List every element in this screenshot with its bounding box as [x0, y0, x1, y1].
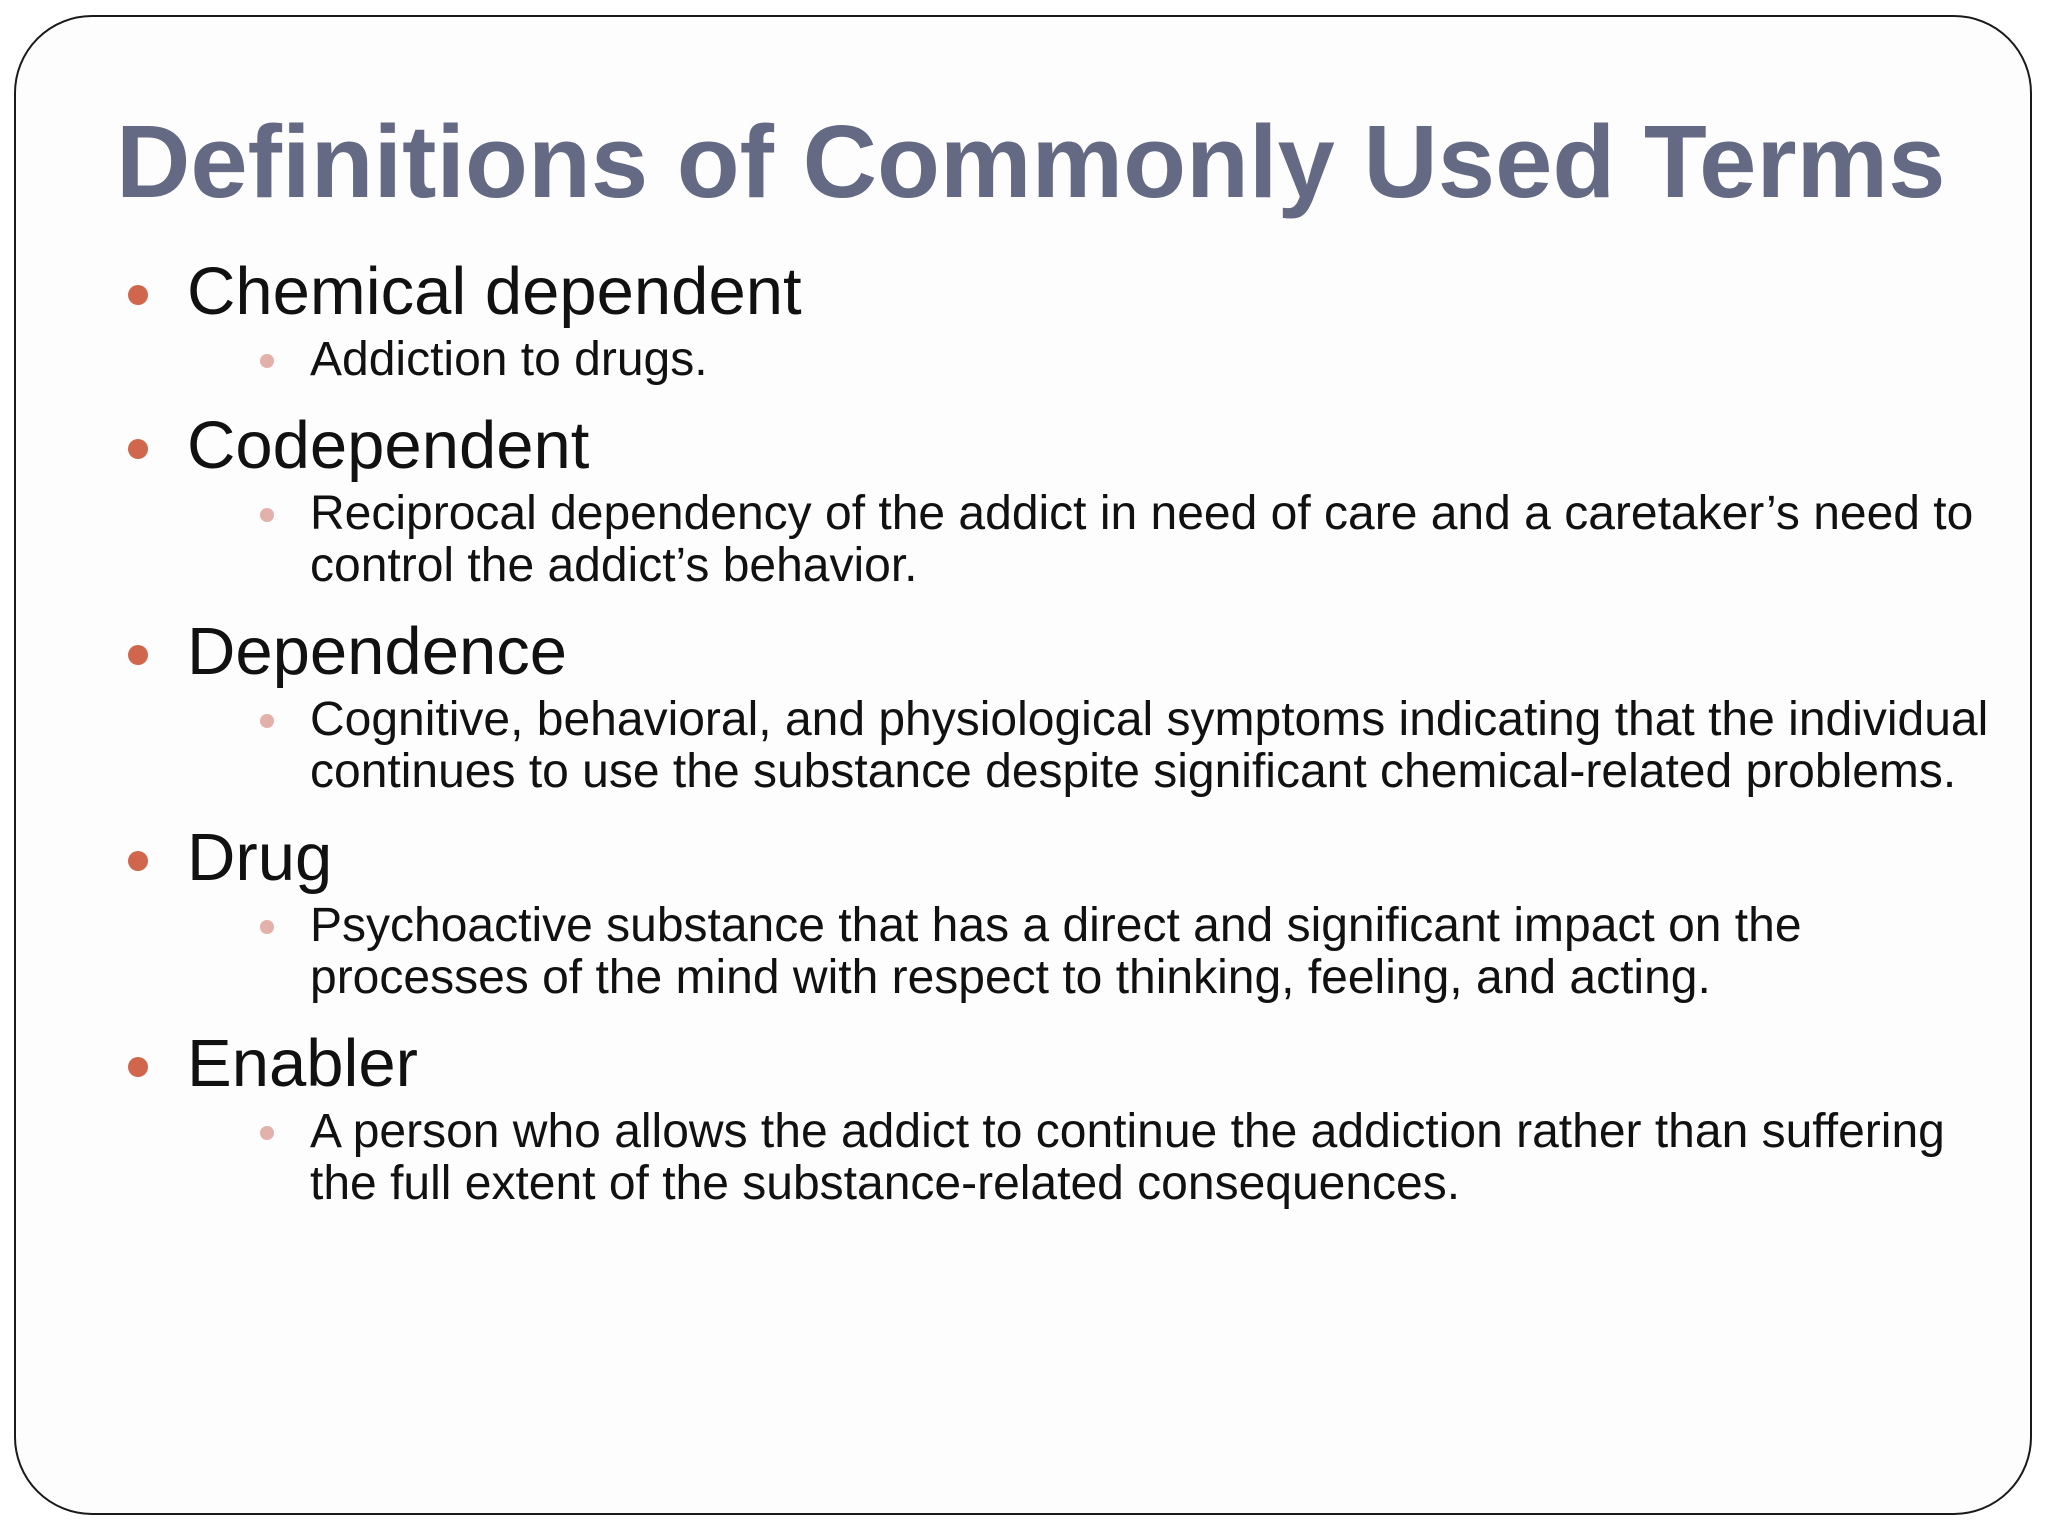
- definition-text: Psychoactive substance that has a direct and significant impact on the processes of the mind with respect to thinking, feeling, and acting.: [310, 899, 1802, 1004]
- sub-bullet-dot-icon: [260, 1126, 274, 1140]
- definition-item: [125, 1105, 1945, 1210]
- sub-bullet-dot-icon: [260, 508, 274, 522]
- bullet-dot-icon: [128, 285, 148, 305]
- term-label: Codependent: [187, 408, 590, 483]
- term-label: Drug: [187, 820, 333, 895]
- sub-bullet-dot-icon: [260, 354, 274, 368]
- definition-text: Addiction to drugs.: [310, 333, 708, 386]
- term-label: Chemical dependent: [187, 254, 802, 329]
- definition-item: [125, 487, 1974, 592]
- definition-text: Cognitive, behavioral, and physiological symptoms indicating that the individual continues to use the substance despite significant chemical-related problems.: [310, 693, 1989, 798]
- term-label: Enabler: [187, 1026, 418, 1101]
- definition-text: A person who allows the addict to continue the addiction rather than suffering the full extent of the substance-related consequences.: [310, 1105, 1945, 1210]
- definition-text: Reciprocal dependency of the addict in need of care and a caretaker’s need to control the addict’s behavior.: [310, 487, 1974, 592]
- term-item: [125, 610, 1989, 798]
- bullet-dot-icon: [128, 1057, 148, 1077]
- bullet-dot-icon: [128, 645, 148, 665]
- term-item: [125, 250, 1925, 386]
- term-item: [125, 816, 1925, 1004]
- slide-title: Definitions of Commonly Used Terms: [116, 104, 1946, 219]
- sub-bullet-dot-icon: [260, 714, 274, 728]
- bullet-dot-icon: [128, 851, 148, 871]
- term-list: [125, 250, 1989, 1228]
- term-item: [125, 1022, 1945, 1210]
- definition-item: [125, 334, 1925, 386]
- definition-item: [125, 900, 1925, 1004]
- term-item: [125, 404, 1974, 592]
- term-label: Dependence: [187, 614, 567, 689]
- definition-item: [125, 693, 1989, 798]
- bullet-dot-icon: [128, 439, 148, 459]
- sub-bullet-dot-icon: [260, 920, 274, 934]
